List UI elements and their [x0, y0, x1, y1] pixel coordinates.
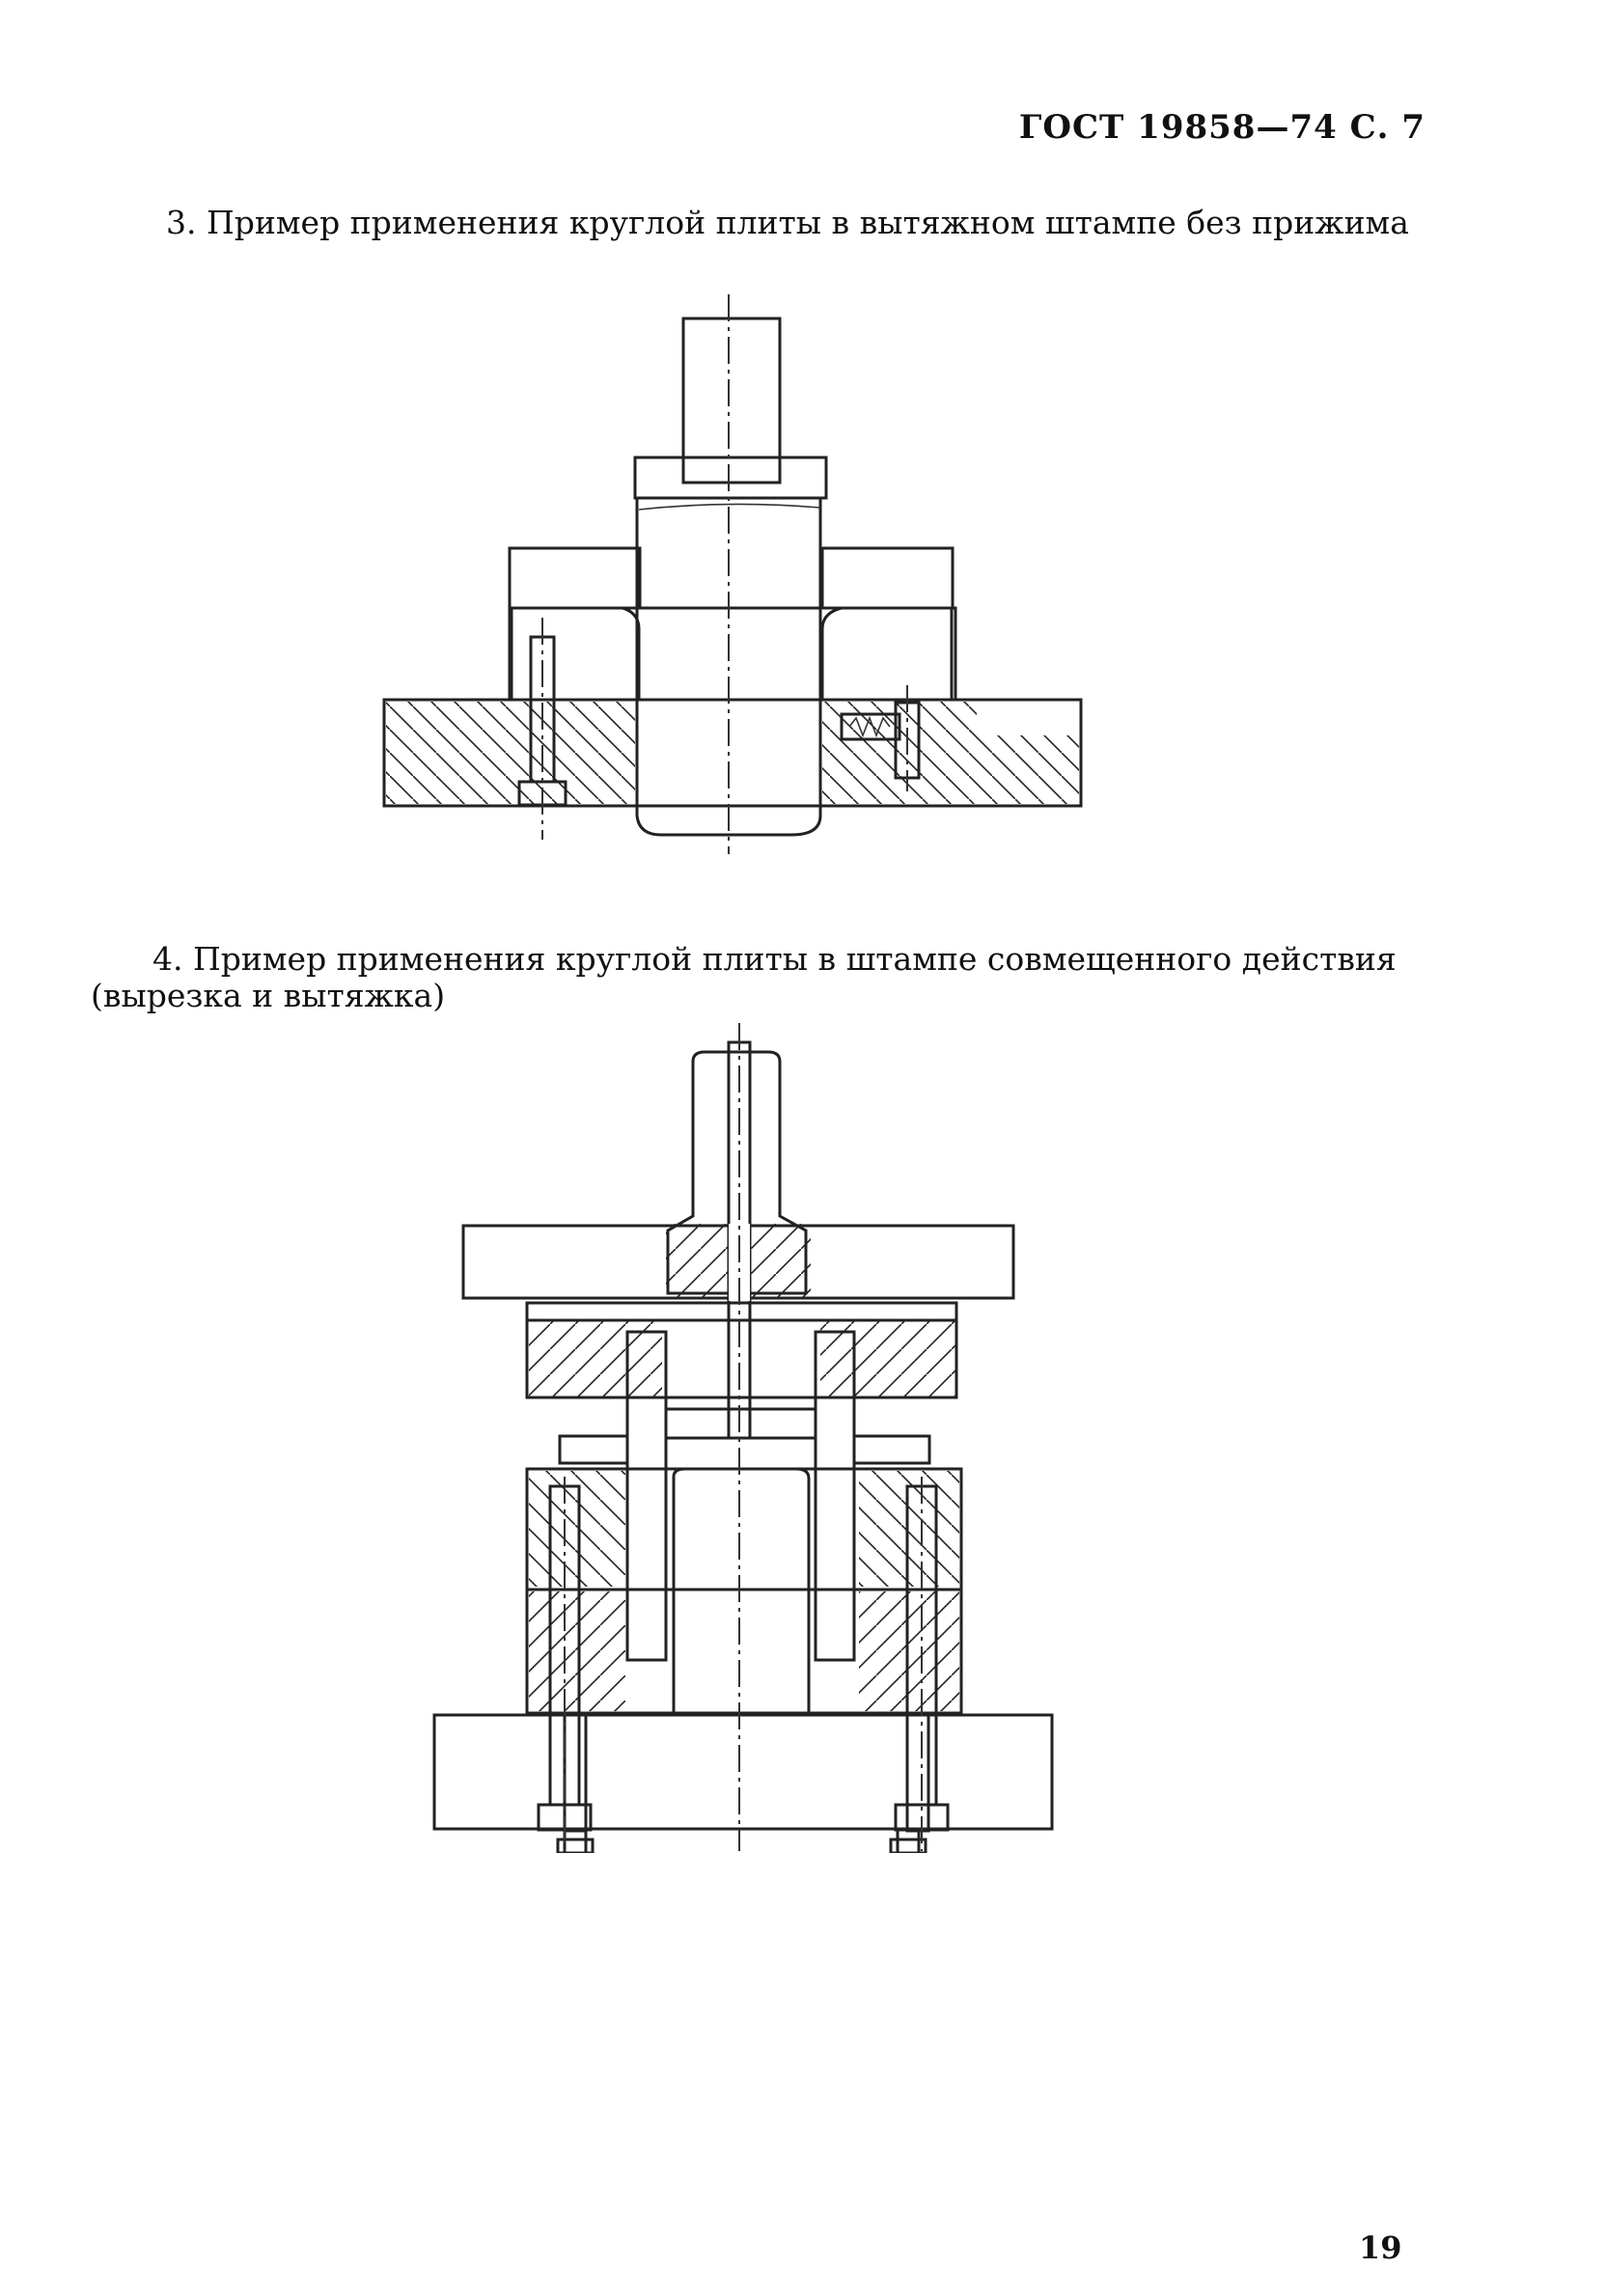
figure-3-caption: 3. Пример применения круглой плиты в вытяжном штампе без прижима [166, 204, 1409, 241]
document-header: ГОСТ 19858—74 С. 7 [1018, 108, 1425, 147]
page-number: 19 [1359, 2229, 1402, 2266]
figure-4-drawing [425, 1023, 1062, 1853]
figure-4-caption-line2: (вырезка и вытяжка) [91, 977, 446, 1014]
figure-3-drawing [367, 290, 1100, 859]
figure-4-caption-line1: 4. Пример применения круглой плиты в штампе совмещенного действия [152, 940, 1397, 978]
